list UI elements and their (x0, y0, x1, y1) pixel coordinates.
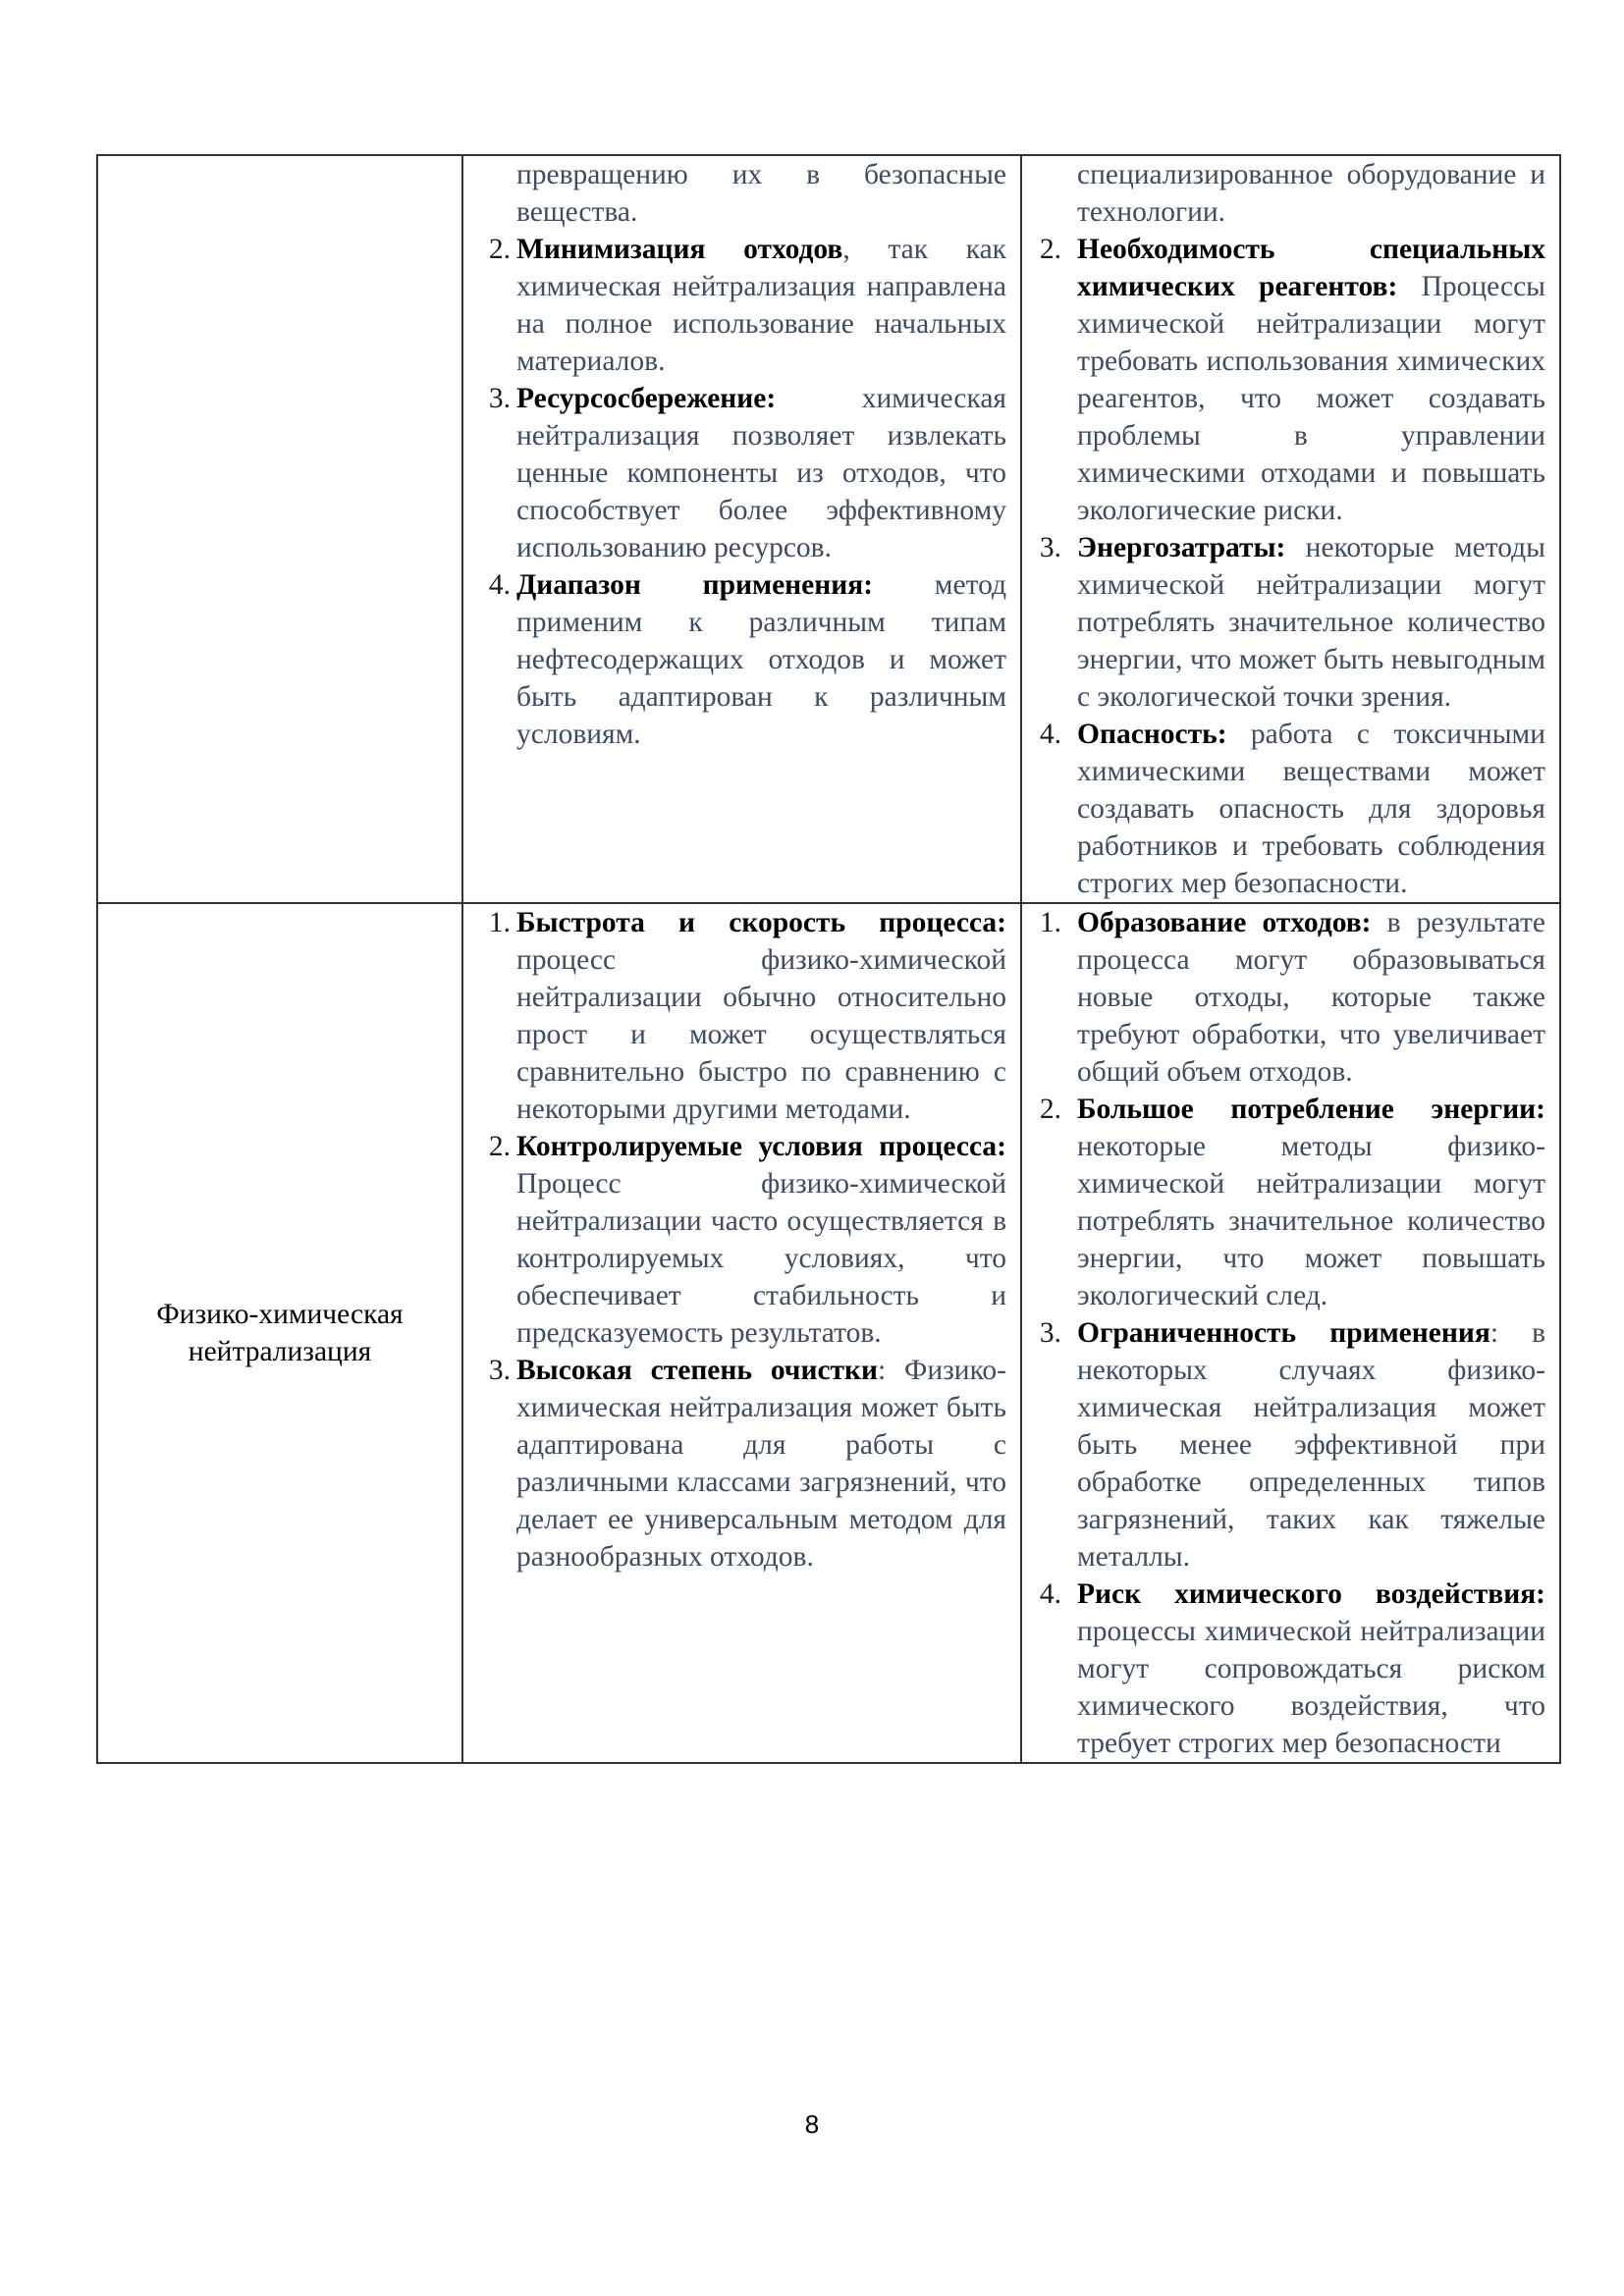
list-item (1034, 716, 1545, 902)
item-term: Энергозатраты: (1077, 532, 1286, 563)
item-number: 2. (1039, 234, 1061, 265)
list-item (1034, 904, 1545, 1091)
advantages-list (463, 904, 1020, 1575)
item-term: Необходимость специальных химических реагентов: (1077, 234, 1545, 302)
item-number: 3. (1039, 1317, 1061, 1349)
list-item (1034, 1575, 1545, 1762)
item-text: Процессы химической нейтрализации могут требовать использования химических реагентов, что может создавать проблемы в управлении химическими отходами и повышать экологические риски. (1077, 271, 1545, 526)
item-number: 2. (488, 1131, 511, 1162)
method-name-line: нейтрализация (188, 1336, 372, 1367)
method-name-line: Физико-химическая (156, 1299, 404, 1330)
page-number: 8 (804, 2109, 820, 2139)
item-number: 3. (488, 1355, 511, 1386)
list-item (473, 380, 1006, 566)
list-item (473, 231, 1006, 380)
disadvantages-continuation: специализированное оборудование и технологии. (1077, 159, 1545, 228)
advantages-continuation: превращению их в безопасные вещества. (516, 159, 1006, 228)
item-number: 1. (488, 907, 511, 938)
item-text: работа с токсичными химическими веществами может создавать опасность для здоровья работников и требовать соблюдения строгих мер безопасности. (1077, 719, 1545, 899)
item-number: 3. (1039, 532, 1061, 563)
item-term: Минимизация отходов (516, 234, 843, 265)
item-text: в результате процесса могут образовываться новые отходы, которые также требуют обработки, что увеличивает общий объем отходов. (1077, 907, 1545, 1088)
list-item (1034, 231, 1545, 529)
list-item (1034, 529, 1545, 716)
method-cell (97, 155, 462, 903)
disadvantages-cell (1021, 903, 1560, 1763)
item-term: Образование отходов: (1077, 907, 1372, 938)
item-term: Ресурсосбережение: (516, 383, 777, 414)
advantages-cell (462, 903, 1021, 1763)
list-item (1034, 1091, 1545, 1314)
list-item (473, 566, 1006, 753)
item-text: метод применим к различным типам нефтесодержащих отходов и может быть адаптирован к различным условиям. (516, 569, 1006, 750)
item-text: : Физико-химическая нейтрализация может быть адаптирована для работы с различными классами загрязнений, что делает ее универсальным методом для разнообразных отходов. (516, 1355, 1006, 1573)
list-item (473, 1352, 1006, 1575)
item-text: : в некоторых случаях физико-химическая нейтрализация может быть менее эффективной при обработке определенных типов загрязнений, таких как тяжелые металлы. (1077, 1317, 1545, 1573)
item-text: процессы химической нейтрализации могут сопровождаться риском химического воздействия, что требует строгих мер безопасности (1077, 1616, 1545, 1759)
item-number: 2. (1039, 1094, 1061, 1125)
table-row (97, 155, 1560, 903)
list-item (1034, 1314, 1545, 1575)
item-number: 4. (1039, 719, 1061, 750)
item-term: Быстрота и скорость процесса: (516, 907, 1006, 938)
item-text: Процесс физико-химической нейтрализации часто осуществляется в контролируемых условиях, что обеспечивает стабильность и предсказуемость результатов. (516, 1168, 1006, 1349)
item-term: Диапазон применения: (516, 569, 874, 601)
disadvantages-list (1022, 231, 1559, 902)
item-term: Контролируемые условия процесса: (516, 1131, 1006, 1162)
item-text: химическая нейтрализация позволяет извлекать ценные компоненты из отходов, что способствует более эффективному использованию ресурсов. (516, 383, 1006, 563)
disadvantages-list (1022, 904, 1559, 1762)
item-term: Большое потребление энергии: (1077, 1094, 1545, 1125)
item-term: Высокая степень очистки (516, 1355, 879, 1386)
list-item (473, 904, 1006, 1128)
advantages-list (463, 231, 1020, 753)
item-term: Опасность: (1077, 719, 1227, 750)
item-text: , так как химическая нейтрализация направлена на полное использование начальных материалов. (516, 234, 1006, 377)
item-number: 2. (488, 234, 511, 265)
item-number: 1. (1039, 907, 1061, 938)
table-row (97, 903, 1560, 1763)
comparison-table (96, 154, 1561, 1764)
item-term: Риск химического воздействия: (1077, 1578, 1545, 1610)
advantages-cell (462, 155, 1021, 903)
disadvantages-cell (1021, 155, 1560, 903)
item-text: некоторые методы физико-химической нейтрализации могут потреблять значительное количество энергии, что может повышать экологический след. (1077, 1131, 1545, 1311)
item-text: процесс физико-химической нейтрализации обычно относительно прост и может осуществляться сравнительно быстро по сравнению с некоторыми другими методами. (516, 944, 1006, 1125)
item-text: некоторые методы химической нейтрализации могут потреблять значительное количество энергии, что может быть невыгодным с экологической точки зрения. (1077, 532, 1545, 713)
list-item (473, 1128, 1006, 1352)
item-number: 4. (1039, 1578, 1061, 1610)
item-number: 3. (488, 383, 511, 414)
method-cell (97, 903, 462, 1763)
item-number: 4. (488, 569, 511, 601)
item-term: Ограниченность применения (1077, 1317, 1490, 1349)
